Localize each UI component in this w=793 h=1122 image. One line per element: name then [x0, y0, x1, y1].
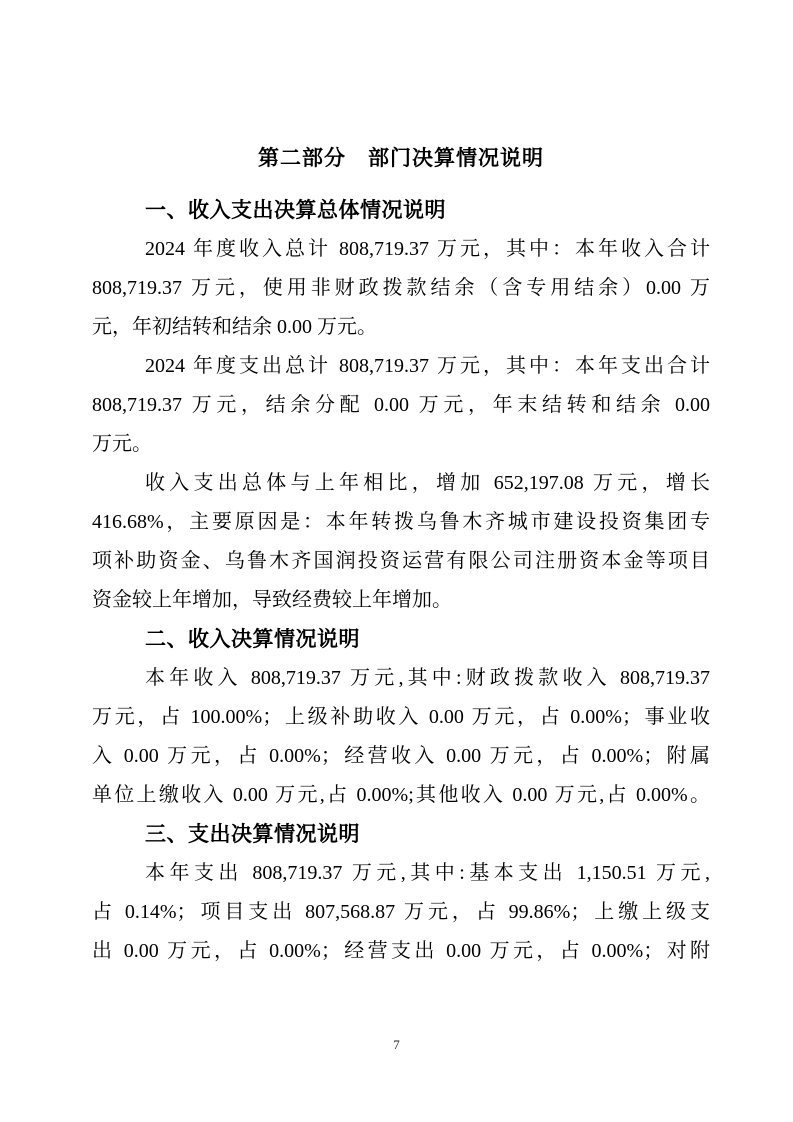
- text-line: 2024 年度支出总计 808,719.37 万元，其中：本年支出合计: [145, 355, 710, 377]
- text-line: 单位上缴收入 0.00 万元,占 0.00%;其他收入 0.00 万元,占 0.00%。: [92, 784, 710, 806]
- text-line: 808,719.37 万元，使用非财政拨款结余（含专用结余）0.00 万: [92, 277, 710, 299]
- text-line: 本年支出 808,719.37 万元,其中:基本支出 1,150.51 万元,: [145, 862, 710, 884]
- section-3-heading: 三、支出决算情况说明: [145, 823, 360, 846]
- text-line: 元，年初结转和结余 0.00 万元。: [92, 316, 377, 338]
- text-line: 416.68%，主要原因是：本年转拨乌鲁木齐城市建设投资集团专: [92, 511, 710, 533]
- text-line: 入 0.00 万元，占 0.00%；经营收入 0.00 万元，占 0.00%；附属: [92, 745, 710, 767]
- text-line: 808,719.37 万元，结余分配 0.00 万元，年末结转和结余 0.00: [92, 394, 710, 416]
- document-title: 第二部分 部门决算情况说明: [258, 147, 544, 170]
- text-line: 本年收入 808,719.37 万元,其中:财政拨款收入 808,719.37: [145, 667, 710, 689]
- section-overview: [92, 191, 710, 620]
- text-line: 万元，占 100.00%；上级补助收入 0.00 万元，占 0.00%；事业收: [92, 706, 710, 728]
- paragraph: [92, 230, 710, 347]
- text-line: 收入支出总体与上年相比，增加 652,197.08 万元，增长: [145, 472, 710, 494]
- text-line: 万元。: [92, 433, 152, 455]
- section-2-heading: 二、收入决算情况说明: [145, 628, 360, 651]
- paragraph: [92, 854, 710, 971]
- document-content: [92, 139, 710, 971]
- text-line: 出 0.00 万元，占 0.00%；经营支出 0.00 万元，占 0.00%；对附: [92, 940, 710, 962]
- text-line: 资金较上年增加，导致经费较上年增加。: [92, 589, 452, 611]
- section-1-heading: 一、收入支出决算总体情况说明: [145, 199, 446, 222]
- text-line: 2024 年度收入总计 808,719.37 万元，其中：本年收入合计: [145, 238, 710, 260]
- section-income: [92, 620, 710, 815]
- text-line: 项补助资金、乌鲁木齐国润投资运营有限公司注册资本金等项目: [92, 550, 710, 572]
- section-expenditure: [92, 815, 710, 971]
- paragraph: [92, 347, 710, 464]
- paragraph: [92, 464, 710, 620]
- text-line: 占 0.14%；项目支出 807,568.87 万元，占 99.86%；上缴上级支: [92, 901, 710, 923]
- page-number: 7: [393, 1037, 400, 1052]
- paragraph: [92, 659, 710, 815]
